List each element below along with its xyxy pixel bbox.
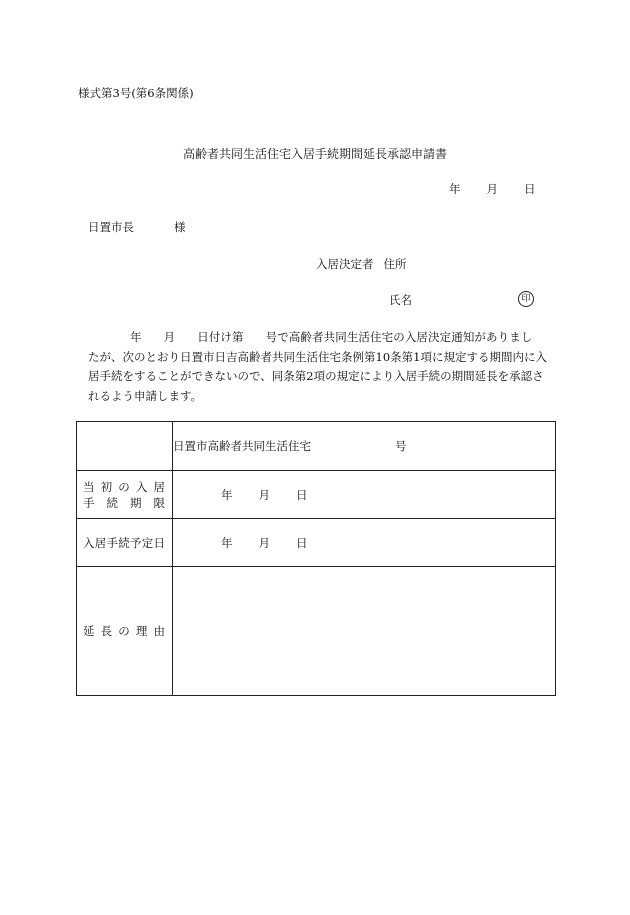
housing-label-cell xyxy=(77,422,173,471)
original-deadline-label-2: 手続期限 xyxy=(83,495,165,510)
table-row-original-deadline xyxy=(77,471,556,519)
addressee-name: 日置市長 xyxy=(88,220,134,234)
application-date xyxy=(449,181,536,197)
scheduled-date-year: 年 xyxy=(221,535,233,550)
reason-value-cell[interactable] xyxy=(173,567,556,696)
date-month-label: 月 xyxy=(486,182,498,196)
scheduled-date-month: 月 xyxy=(258,535,270,550)
reason-label: 延長の理由 xyxy=(83,624,165,638)
housing-value-cell[interactable] xyxy=(173,422,556,471)
scheduled-date-label: 入居手続予定日 xyxy=(83,535,165,550)
original-deadline-year: 年 xyxy=(221,487,233,502)
original-deadline-month: 月 xyxy=(258,487,270,502)
application-detail-table xyxy=(76,421,556,696)
applicant-address-line xyxy=(316,256,407,272)
table-row-scheduled-date xyxy=(77,519,556,567)
applicant-name-label: 氏名 xyxy=(389,293,412,307)
body-line-4: れるよう申請します。 xyxy=(88,388,203,403)
housing-name: 日置市高齢者共同生活住宅 xyxy=(173,439,311,453)
scheduled-date-day: 日 xyxy=(296,535,308,550)
form-number: 様式第3号(第6条関係) xyxy=(78,86,194,100)
document-title: 高齢者共同生活住宅入居手続期間延長承認申請書 xyxy=(182,147,447,161)
body-line-1: 年 月 日付け第 号で高齢者共同生活住宅の入居決定通知がありまし xyxy=(130,330,533,344)
original-deadline-label-1: 当初の入居 xyxy=(83,479,165,494)
scheduled-date-label-cell xyxy=(77,519,173,567)
address-label: 住所 xyxy=(383,257,407,271)
date-day-label: 日 xyxy=(524,182,536,196)
applicant-label: 入居決定者 xyxy=(316,257,374,271)
original-deadline-day: 日 xyxy=(296,487,308,502)
table-row-housing xyxy=(77,422,556,471)
addressee-honorific: 様 xyxy=(174,220,186,234)
application-body-text xyxy=(88,328,558,406)
body-line-2: たが、次のとおり日置市日吉高齢者共同生活住宅条例第10条第1項に規定する期間内に入 xyxy=(88,349,547,364)
original-deadline-label-cell xyxy=(77,471,173,519)
seal-mark: 印 xyxy=(518,291,534,307)
housing-number-suffix: 号 xyxy=(395,439,407,453)
original-deadline-value-cell[interactable] xyxy=(173,471,556,519)
reason-label-cell xyxy=(77,567,173,696)
table-row-reason xyxy=(77,567,556,696)
scheduled-date-value-cell[interactable] xyxy=(173,519,556,567)
addressee xyxy=(88,219,186,235)
date-year-label: 年 xyxy=(449,182,461,196)
body-line-3: 居手続をすることができないので、同条第2項の規定により入居手続の期間延長を承認さ xyxy=(88,369,544,383)
